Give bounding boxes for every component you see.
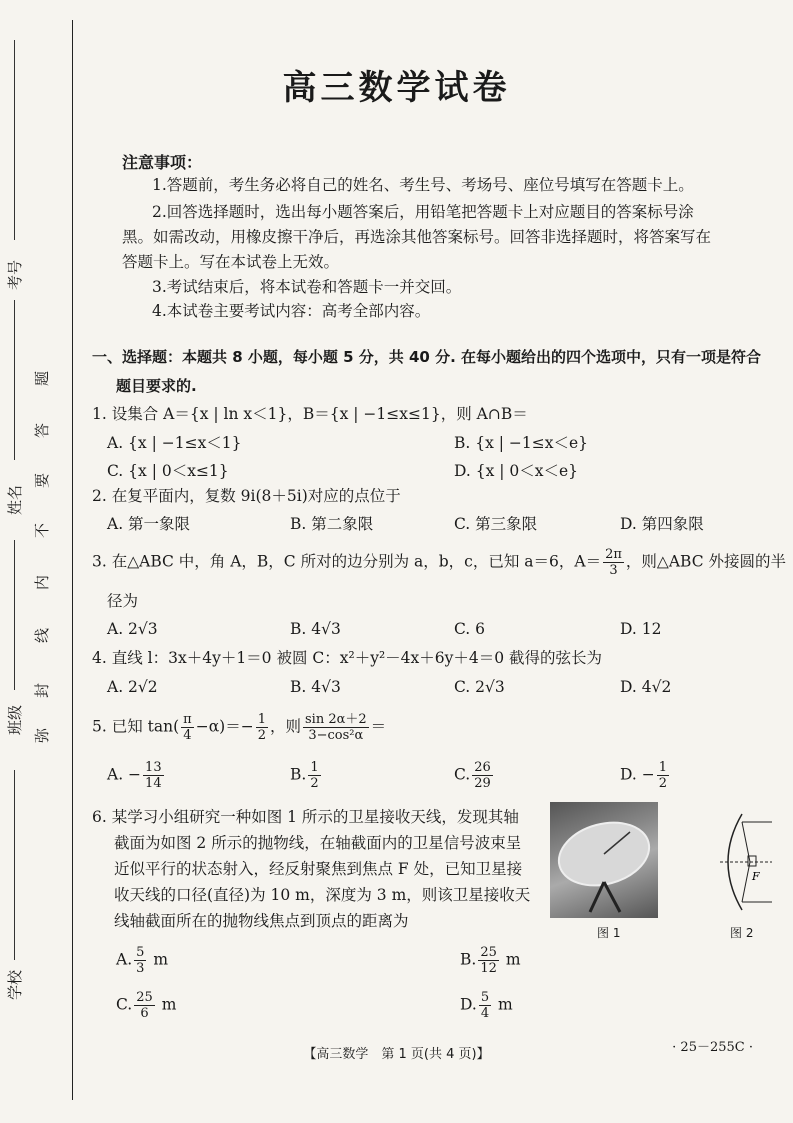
name-label: 姓名 [6,484,24,515]
q1-option-d: D. {x | 0＜x＜e} [454,462,579,480]
q1-option-c: C. {x | 0＜x≤1} [107,462,229,480]
notice-line: 1.答题前，考生务必将自己的姓名、考生号、考场号、座位号填写在答题卡上。 [152,176,694,194]
seal-char: 线 [33,627,52,644]
q6-option-c: C. $\frac{25}{6}$ m [116,990,177,1021]
notice-line: 黑。如需改动，用橡皮擦干净后，再选涂其他答案标号。回答非选择题时，将答案写在 [122,228,712,246]
q3-angle-fraction: $\frac{2\pi}{3}$ [605,547,622,578]
q3-stem-cont: 径为 [107,592,139,610]
q5-option-d: D. − $\frac{1}{2}$ [620,760,667,791]
q5-option-c: C. $\frac{26}{29}$ [454,760,491,791]
q6-option-d: D. $\frac{5}{4}$ m [460,990,513,1021]
q3-stem-a: 3. 在△ABC 中，角 A，B，C 所对的边分别为 a，b，c，已知 a＝6，A＝ [92,552,602,571]
notice-heading: 注意事项： [122,153,203,172]
q5-stem-d: ＝ [370,717,387,736]
q6-stem-line: 截面为如图 2 所示的抛物线，在轴截面内的卫星信号波束呈 [114,834,522,852]
notice-line: 答题卡上。写在本试卷上无效。 [122,253,340,271]
q5-stem-b: −α)＝− [195,717,254,736]
q2-option-b: B. 第二象限 [290,515,374,533]
seal-char: 题 [33,370,52,387]
q6-option-a: A. $\frac{5}{3}$ m [116,945,169,976]
focus-label: F [752,870,760,883]
q3-option-b: B. 4√3 [290,620,341,638]
notice-line: 2.回答选择题时，选出每小题答案后，用铅笔把答题卡上对应题目的答案标号涂 [152,203,694,221]
q5-stem-c: ，则 [269,717,301,736]
q5-half: $\frac{1}{2}$ [257,712,266,743]
q2-option-c: C. 第三象限 [454,515,538,533]
q4-option-c: C. 2√3 [454,678,505,696]
q4-option-d: D. 4√2 [620,678,672,696]
class-label: 班级 [6,704,24,735]
q4-stem: 4. 直线 l：3x＋4y＋1＝0 被圆 C：x²＋y²－4x＋6y＋4＝0 截得的弦长为 [92,649,603,667]
q5-option-a: A. − $\frac{13}{14}$ [107,760,162,791]
q5-option-b: B. $\frac{1}{2}$ [290,760,319,791]
seal-char: 不 [33,522,52,539]
q2-option-a: A. 第一象限 [107,515,191,533]
q6-stem-line: 6. 某学习小组研究一种如图 1 所示的卫星接收天线，发现其轴 [92,808,519,826]
q3-option-c: C. 6 [454,620,486,638]
q3-stem [92,547,786,578]
q1-option-b: B. {x | −1≤x＜e} [454,434,589,452]
section-heading: 一、选择题：本题共 8 小题，每小题 5 分，共 40 分. 在每小题给出的四个选项中，只有一项是符合 [92,348,762,366]
school-line [14,770,15,960]
school-label: 学校 [6,969,24,1000]
page-title: 高三数学试卷 [282,68,511,108]
q2-option-d: D. 第四象限 [620,515,704,533]
exam-code: · 25－255C · [672,1040,753,1055]
dish-drawing [550,802,658,918]
binding-line [72,20,73,1100]
figure1-caption: 图 1 [597,926,621,940]
seal-char: 封 [33,682,52,699]
q6-stem-line: 近似平行的状态射入，经反射聚焦到焦点 F 处，已知卫星接 [114,860,523,878]
seal-char: 弥 [33,727,52,744]
q2-stem: 2. 在复平面内，复数 9i(8＋5i)对应的点位于 [92,487,401,505]
q5-expression: $\frac{\sin 2\alpha+2}{\text{3−cos²α}}$ [305,712,367,743]
q6-option-b: B. $\frac{25}{12}$ m [460,945,521,976]
q4-option-a: A. 2√2 [107,678,158,696]
seal-char: 内 [33,574,52,591]
seal-char: 答 [33,422,52,439]
q5-stem-a: 5. 已知 tan( [92,717,180,736]
figure2-caption: 图 2 [730,926,754,940]
q6-stem-line: 线轴截面所在的抛物线焦点到顶点的距离为 [114,912,409,930]
class-line [14,540,15,690]
q1-option-a: A. {x | −1≤x＜1} [107,434,242,452]
q6-stem-line: 收天线的口径(直径)为 10 m，深度为 3 m，则该卫星接收天 [114,886,531,904]
page-footer: 【高三数学 第 1 页(共 4 页)】 [303,1047,490,1062]
q5-pi-over-4: $\frac{\pi}{4}$ [183,712,192,743]
q1-stem: 1. 设集合 A＝{x | ln x＜1}，B＝{x | −1≤x≤1}，则 A∩B＝ [92,405,528,423]
name-line [14,300,15,460]
notice-line: 3.考试结束后，将本试卷和答题卡一并交回。 [152,278,462,296]
q3-stem-b: ，则△ABC 外接圆的半 [625,552,787,571]
notice-line: 4.本试卷主要考试内容：高考全部内容。 [152,302,431,320]
parabola-diagram [712,812,772,912]
satellite-dish-photo [550,802,658,918]
section-heading-cont: 题目要求的. [116,377,197,395]
q3-option-d: D. 12 [620,620,662,638]
q4-option-b: B. 4√3 [290,678,341,696]
seal-char: 要 [33,472,52,489]
exam-no-label: 考号 [6,259,24,290]
q5-stem [92,712,386,743]
q3-option-a: A. 2√3 [107,620,158,638]
